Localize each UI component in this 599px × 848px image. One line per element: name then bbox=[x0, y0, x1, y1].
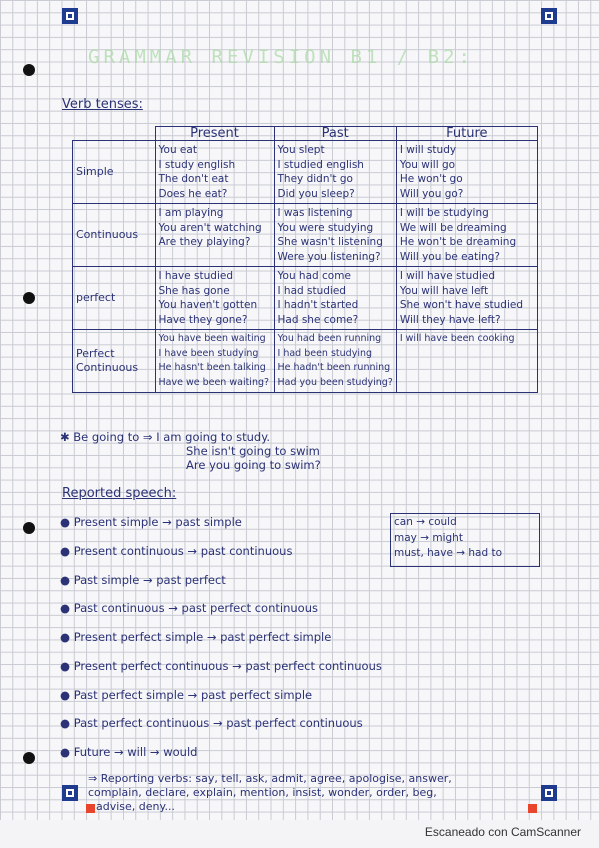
asterisk-icon: ✱ bbox=[60, 430, 74, 444]
rule-text: Future → will → would bbox=[73, 745, 198, 759]
example: You will have left bbox=[399, 284, 489, 297]
cell-simple-future bbox=[396, 141, 537, 204]
example: I will be studying bbox=[399, 207, 489, 219]
list-item: ● Present continuous → past continuous bbox=[60, 544, 293, 558]
scan-marker-bottom-left bbox=[62, 785, 78, 801]
example: You eat bbox=[158, 144, 197, 156]
be-going-to-block bbox=[60, 430, 321, 472]
example: You have been waiting bbox=[158, 333, 266, 344]
list-item: ● Present perfect simple → past perfect simple bbox=[60, 630, 332, 644]
be-going-to-label: Be going to bbox=[73, 430, 140, 444]
cell-simple-present bbox=[155, 141, 274, 204]
arrow-icon: ⇒ bbox=[88, 772, 101, 785]
reporting-verbs-block bbox=[88, 772, 452, 814]
example: I will study bbox=[399, 144, 457, 156]
example: He hasn't been talking bbox=[158, 362, 266, 373]
column-header-present: Present bbox=[155, 127, 274, 141]
example: Will they have left? bbox=[399, 313, 501, 326]
example: I study english bbox=[158, 158, 236, 171]
scan-marker-top-left bbox=[62, 8, 78, 24]
list-item: ● Past perfect simple → past perfect simple bbox=[60, 688, 313, 702]
binder-hole bbox=[23, 522, 35, 534]
example: Will you be eating? bbox=[399, 250, 500, 263]
cell-continuous-past bbox=[274, 204, 396, 267]
verb-tenses-heading: Verb tenses: bbox=[62, 97, 143, 112]
example: Were you listening? bbox=[277, 250, 381, 263]
binder-hole bbox=[23, 64, 35, 76]
rule-text: Present perfect simple → past perfect simple bbox=[73, 630, 332, 644]
example: We will be dreaming bbox=[399, 221, 507, 234]
row-label-perfect-continuous: Perfect Continuous bbox=[73, 330, 156, 393]
example: I studied english bbox=[277, 158, 364, 171]
example: I had been studying bbox=[277, 347, 373, 359]
list-item: ● Past simple → past perfect bbox=[60, 573, 226, 587]
example: The don't eat bbox=[158, 173, 229, 185]
cell-perfect-continuous-past bbox=[274, 330, 396, 393]
cell-perfect-future bbox=[396, 267, 537, 330]
example: You had come bbox=[277, 270, 351, 282]
example: She wasn't listening bbox=[277, 236, 383, 248]
modal-rule: can → could bbox=[394, 516, 457, 528]
example: He won't go bbox=[399, 173, 463, 185]
example: He hadn't been running bbox=[277, 362, 391, 373]
cell-perfect-present bbox=[155, 267, 274, 330]
example: I will have been cooking bbox=[399, 333, 515, 344]
rule-text: Past continuous → past perfect continuous bbox=[73, 601, 318, 615]
example: Will you go? bbox=[399, 187, 464, 200]
example: I am playing bbox=[158, 207, 224, 219]
cell-perfect-continuous-present bbox=[155, 330, 274, 393]
example: Had she come? bbox=[277, 313, 359, 326]
example: Did you sleep? bbox=[277, 187, 355, 200]
cell-perfect-continuous-future bbox=[396, 330, 537, 393]
example: You haven't gotten bbox=[158, 299, 258, 311]
example: I was listening bbox=[277, 207, 353, 219]
rule-text: Past perfect continuous → past perfect continuous bbox=[73, 716, 363, 730]
list-item: ● Present perfect continuous → past perfect continuous bbox=[60, 659, 382, 673]
scan-marker-top-right bbox=[541, 8, 557, 24]
row-label-perfect: perfect bbox=[73, 267, 156, 330]
list-item: ● Past continuous → past perfect continuous bbox=[60, 601, 318, 615]
corner-cell bbox=[73, 127, 156, 141]
rule-text: Present simple → past simple bbox=[73, 515, 242, 529]
rule-text: Past perfect simple → past perfect simple bbox=[73, 688, 313, 702]
example: She isn't going to swim bbox=[186, 444, 320, 458]
arrow-icon: ⇒ bbox=[139, 430, 157, 444]
column-header-future: Future bbox=[396, 127, 537, 141]
example: I will have studied bbox=[399, 270, 496, 282]
reporting-verbs-line: complain, declare, explain, mention, insist, wonder, order, beg, bbox=[88, 786, 437, 799]
example: I have been studying bbox=[158, 347, 259, 359]
example: I hadn't started bbox=[277, 299, 359, 311]
binder-hole bbox=[23, 292, 35, 304]
example: I have studied bbox=[158, 270, 233, 282]
cell-continuous-future bbox=[396, 204, 537, 267]
list-item: ● Future → will → would bbox=[60, 745, 198, 759]
example: Had you been studying? bbox=[277, 376, 393, 388]
example: You were studying bbox=[277, 221, 374, 234]
modal-rule: may → might bbox=[394, 531, 463, 544]
example: You had been running bbox=[277, 333, 382, 344]
example: You slept bbox=[277, 144, 325, 156]
red-marker-right bbox=[528, 804, 537, 813]
list-item: ● Present simple → past simple bbox=[60, 515, 242, 529]
reported-speech-heading: Reported speech: bbox=[62, 486, 177, 501]
rule-text: Present perfect continuous → past perfect continuous bbox=[73, 659, 382, 673]
scan-marker-bottom-right bbox=[541, 785, 557, 801]
verb-tenses-table bbox=[72, 126, 538, 393]
example: Are you going to swim? bbox=[186, 458, 321, 472]
rule-text: Past simple → past perfect bbox=[73, 573, 226, 587]
list-item: ● Past perfect continuous → past perfect continuous bbox=[60, 716, 363, 730]
example: Have they gone? bbox=[158, 313, 248, 326]
example: He won't be dreaming bbox=[399, 236, 517, 248]
example: Are they playing? bbox=[158, 236, 251, 248]
modal-rule: must, have → had to bbox=[394, 547, 503, 559]
example: I am going to study. bbox=[156, 430, 271, 444]
example: You aren't watching bbox=[158, 221, 262, 234]
cell-perfect-past bbox=[274, 267, 396, 330]
modal-verbs-list bbox=[394, 515, 502, 562]
row-label-continuous: Continuous bbox=[73, 204, 156, 267]
binder-hole bbox=[23, 752, 35, 764]
table-row bbox=[73, 204, 538, 267]
example: They didn't go bbox=[277, 173, 353, 185]
example: You will go bbox=[399, 158, 456, 171]
table-row bbox=[73, 330, 538, 393]
reporting-verbs-line: advise, deny... bbox=[96, 800, 175, 813]
scanner-watermark: Escaneado con CamScanner bbox=[424, 825, 581, 839]
cell-continuous-present bbox=[155, 204, 274, 267]
rule-text: Present continuous → past continuous bbox=[73, 544, 293, 558]
cell-simple-past bbox=[274, 141, 396, 204]
example: Have we been waiting? bbox=[158, 376, 270, 388]
table-row bbox=[73, 141, 538, 204]
example: I had studied bbox=[277, 284, 346, 297]
row-label-simple: Simple bbox=[73, 141, 156, 204]
column-header-past: Past bbox=[274, 127, 396, 141]
reporting-verbs-line: say, tell, ask, admit, agree, apologise, answer, bbox=[195, 772, 452, 785]
example: She won't have studied bbox=[399, 299, 524, 311]
example: Does he eat? bbox=[158, 187, 228, 200]
page-title: GRAMMAR REVISION B1 / B2: bbox=[88, 46, 474, 68]
table-row bbox=[73, 267, 538, 330]
example: She has gone bbox=[158, 284, 230, 297]
reporting-verbs-label: Reporting verbs: bbox=[100, 772, 192, 785]
